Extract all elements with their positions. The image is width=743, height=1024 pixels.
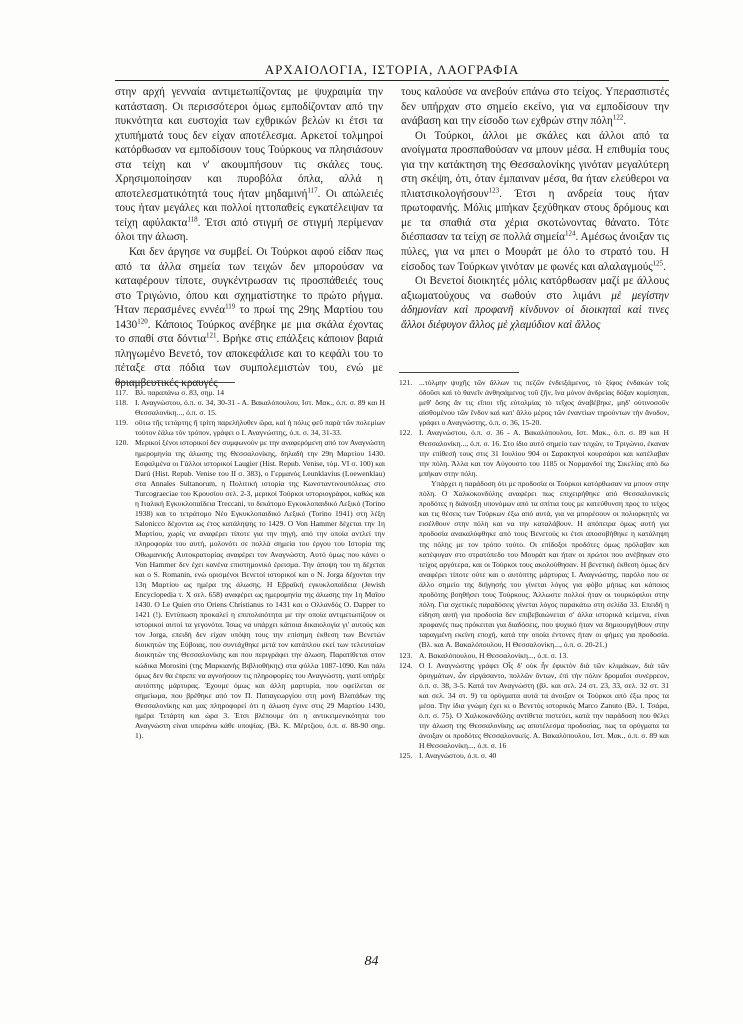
footnote	[399, 428, 669, 478]
footnote	[399, 661, 669, 752]
main-text-right-column	[401, 85, 669, 332]
footnote-text: οὕτω τῆς τετάρτης ἤ τρίτη παρελήλυθεν ὥρα, καὶ ἡ πόλις φεῦ παρὰ τῶν πολεμίων τούτον ἑάλω τὸν τρόπον, γράφει ο Ι. Αναγνώστης, ό.π. σ. 34, 31-33.	[135, 418, 385, 438]
footnote	[115, 388, 385, 398]
footnote-ref[interactable]: 117	[307, 186, 318, 195]
footnote-ref[interactable]: 120	[137, 317, 148, 326]
footnote-text: Ι. Αναγνώστου, ό.π. σ. 36 - Α. Βακαλόπουλου, Ιστ. Μακ., ό.π. σ. 89 και Η Θεσσαλονίκη..., ό.π. σ. 16. Στο ίδιο αυτό σημείο των τειχών, το Τριγώνιο, έκαναν την επίθεσή τους στις 31 Ιουλίου 904 οι Σαρακηνοί κουρσάροι και κατέλαβαν την πόλη. Άλλα και τον Αύγουστο του 1185 οι Νορμανδοί της Σικελίας από δω μπήκαν στην πόλη.	[419, 428, 669, 478]
paragraph: Οι Τούρκοι, άλλοι με σκάλες και άλλοι από τα ανοίγματα προσπαθούσαν να μπουν μέσα. Η επιθυμία τους για την κατάκτηση της Θεσσαλονίκης γινόταν μεγαλύτερη στη σκέψη, ότι, όταν έμπαιναν μέσα, θα ήταν ελεύθεροι να πλιατσικολογήσουν$^{123}$. Έτσι η ανδρεία τους ήταν πρωτοφανής. Μόλις μπήκαν ξεχύθηκαν στους δρόμους και με τα σπαθιά στα χέρια σκοτώνοντας θάνατο. Τότε διέσπασαν τα τείχη σε πολλά σημεία$^{124}$. Αμέσως άνοιξαν τις πύλες, για να μπει ο Μουράτ με όλο το στρατό του. Η είσοδος των Τούρκων γινόταν με φωνές και αλαλαγμούς$^{125}$.	[401, 129, 669, 273]
paragraph: Και δεν άργησε να συμβεί. Οι Τούρκοι αφού είδαν πως από τα άλλα σημεία των τειχών δεν μπορούσαν να καταφέρουν τίποτε, συγκέντρωσαν τις προσπάθειές τους στο Τριγώνιο, όπου και σχηματίστηκε το πρώτο ρήγμα. Ήταν περασμένες εννέα$^{119}$ το πρωί της 29ης Μαρτίου του 1430$^{120}$. Κάποιος Τούρκος ανέβηκε με μια σκάλα έχοντας το σπαθί στα δόντια$^{121}$. Βρήκε στις επάλξεις κάποιον βαριά πληγωμένο Βενετό, τον αποκεφάλισε και το κεφάλι του το πέταξε στα πόδια των συμπολεμιστών του, ενώ με θριαμβευτικές κραυγές	[115, 246, 383, 389]
page-number: 84	[364, 954, 379, 969]
footnote-number: 121.	[399, 378, 413, 387]
footnote	[399, 378, 669, 428]
footnote-number: 117.	[115, 388, 129, 397]
footnote-text: Ο Ι. Αναγνώστης γράφει Οἷς δ' οὐκ ἦν ἐφικτὸν διὰ τῶν κλιμάκων, διὰ τῶν ὀρυγμάτων, ὧν εἰργάσαντο, πολλῶν ὄντων, ἐπὶ τὴν πόλιν δρομαῖοι συνέρρεον, ό.π. σ. 38, 3-5. Κατά τον Αναγνώστη (βλ. και σελ. 24 στ. 23, 33, σελ. 32 στ. 31 και σελ. 34 στ. 9) τα ορύγματα αυτά τα άνοιξαν οι Τούρκοι από έξω προς τα μέσα. Την ίδια γνώμη έχει κι ο Βενετός ιστορικός Marco Zanuto (Βλ. Ι. Τσάρα, ό.π. σ. 75). Ο Χαλκοκονδύλης αντίθετα πιστεύει, κατά την παράδοση που θέλει την άλωση της Θεσσαλονίκης ως αποτέλεσμα προδοσίας, πως τα ορύγματα τα άνοιξαν οι προδότες Θεσσαλονικείς. Α. Βακαλόπουλου, Ιστ. Μακ., ό.π. σ. 89 και Η Θεσσαλονίκη..., ό.π. σ. 16	[419, 660, 669, 751]
quoted-greek-text: μὲ μεγίστην ἀδημονίαν καὶ προφανῆ κίνδυνον οἱ διοικηταὶ καὶ τινες ἄλλοι διέφυγον ἄλλος μὲ χλαμύδιον καὶ ἄλλος	[401, 289, 669, 331]
footnotes-left	[115, 388, 385, 741]
footnote-text: Ι. Αναγνώστου, ό.π. σ. 40	[419, 751, 497, 761]
main-text-left-column	[115, 85, 383, 390]
footnote	[115, 398, 385, 418]
footnote-text: Α. Βακαλόπουλου, Η Θεσσαλονίκη..., ό.π. σ. 13.	[419, 650, 569, 660]
footnote-text: ...τόλμην ψυχῆς τῶν ἄλλων τις πεζῶν ἐνδειξάμενος, τὸ ξίφος ἐνδακὼν τοῖς ὀδοῦσι καὶ τὸ θανεῖν ἀνθησάμενος τοῦ ζῆν, ἵνα μόνον ἀνδρείας δόξαν κομίσηται, μεθ' ὅσης ἂν τις εἴποι τῆς εὐτολμίας τὸ τεῖχος ἀναβέβηκε, μηδ' οὐτινοσοῦν αἰσθομένου τῶν ἔνδον καὶ κατ' ἄλλο μέρος τῶν ἐναντίων τηρούντων τὴν ἄνοδον, γράφει ο Αναγνώστης, ό.π. σ. 36, 15-20.	[419, 378, 669, 428]
footnote-number: 119.	[115, 418, 129, 428]
footnote	[399, 651, 669, 661]
running-header: ΑΡΧΑΙΟΛΟΓΙΑ, ΙΣΤΟΡΙΑ, ΛΑΟΓΡΑΦΙΑ	[264, 62, 520, 77]
footnote-text: Ι. Αναγνώστου, ό.π. σ. 34, 30-31 - Α. Βακαλόπουλου, Ιστ. Μακ., ό.π. σ. 89 και Η Θεσσαλονίκη..., ό.π. σ. 15.	[135, 398, 385, 418]
footnote-ref[interactable]: 123	[488, 186, 500, 195]
footnote-number: 124.	[399, 660, 413, 670]
footnote-rule	[115, 382, 235, 383]
footnote-ref[interactable]: 122	[612, 113, 624, 122]
footnote	[399, 751, 669, 761]
footnote-text: Βλ. παραπάνω σ. 83, σημ. 14	[135, 388, 225, 397]
footnote-rule	[399, 372, 519, 373]
footnote-paragraph: Υπάρχει η παράδοση ότι με προδοσία οι Τούρκοι κατόρθωσαν να μπουν στην πόλη. Ο Χαλκοκονδύλης αναφέρει πως επιχειρήθηκε από Θεσσαλονικείς προδότες η διάνοιξη υπονόμων από τα σπίτια τους με κατεύθυνση προς το τείχος και τις θέσεις των Τούρκων έξω από αυτά, για να μπορέσουν οι πολιορκητές να εισέλθουν στην πόλη και να την καταλάβουν. Η απόπειρα όμως αυτή για προδοσία ανακαλύφθηκε από τους Βενετούς κι έτσι αποσοβήθηκε η κατάληψη της πόλης με τον τρόπο τούτο. Οι επίδοξοι προδότες όμως πρόλαβαν και κατέφυγαν στο στρατόπεδο του Μουράτ και ήταν οι πρώτοι που ανέβηκαν στο τείχος αργότερα, και οι Τούρκοι τους ακολούθησαν. Η βενετική έκθεση όμως δεν αναφέρει τίποτε ούτε και ο αυτόπτης μάρτυρας Ι. Αναγνώστης, παρόλο που σε άλλο σημείο της διήγησής του γίνεται λόγος για φόβο μήπως και κάποιος προδότης βοηθήσει τους Τούρκους. Άλλωστε πολλοί ήταν οι τουρκόφιλοι στην πόλη. Για σχετικές παραδόσεις γίνεται λόγος παρακάτω στη σελίδα 33. Επειδή η είδηση αυτή για προδοσία δεν επιβεβαιώνεται σ' άλλα ιστορικά κείμενα, είναι προφανές πως πρόκειται για διαδόσεις, που ψυχικό ήταν να δημιουργήθουν στην ταραγμένη εκείνη εποχή, κατά την οποία έντονες ήταν οι φήμες για προδοσία. (Βλ. και Α. Βακαλόπουλου, Η Θεσσαλονίκη..., ό.π. σ. 20-21.)	[419, 478, 669, 650]
footnote-ref[interactable]: 125	[652, 258, 664, 267]
footnote	[115, 438, 385, 741]
footnote-ref[interactable]: 121	[206, 331, 217, 340]
footnotes-right	[399, 378, 669, 762]
footnote-number: 118.	[115, 398, 129, 408]
paragraph: τους καλούσε να ανεβούν επάνω στο τείχος. Υπερασπιστές δεν υπήρχαν στο σημείο εκείνο, για να εμποδίσουν την ανάβαση και την είσοδο των εχθρών στην πόλη$^{122}$.	[401, 86, 669, 128]
footnote-ref[interactable]: 119	[225, 302, 236, 311]
footnote-number: 120.	[115, 438, 129, 448]
footnote-number: 122.	[399, 428, 413, 438]
footnote-number: 125.	[399, 751, 413, 761]
footnote-text: Μερικοί ξένοι ιστορικοί δεν συμφωνούν με την αναφερόμενη από τον Αναγνώστη ημερομηνία της άλωσης της Θεσσαλονίκης, δηλαδή την 29η Μαρτίου 1430. Εσφαλμένα οι Γάλλοι ιστορικοί Laugier (Hist. Repub. Venise, τόμ. VI σ. 100) και Darú (Hist. Repub. Venise του ΙΙ σ. 383), ο Γερμανός Leunklavius (Loewenklau) στα Annales Sultanorum, η Πολιτική ιστορία της Κωνσταντινουπόλεως στο Turcograeciae του Κρουσίου σελ. 2-3, μερικοί Τούρκοι ιστοριογράφοι, καθώς και η Ιταλική Εγκυκλοπαίδεια Treccani, το δεκάτομο Εγκυκλοπαιδικό Λεξικό (Torino 1938) και το τετράτομο Νέο Εγκυκλοπαιδικό Λεξικό (Torino 1941) στη λέξη Salonicco δέχονται ως έτος κατάληψης το 1429. Ο Von Hammer δέχεται την 1η Μαρτίου, χωρίς να αναφέρει τίποτε για την πηγή, από την οποία αντλεί την πληροφορία του αυτή, μολονότι σε πολλά σημεία του έργου του Ιστορία της Οθωμανικής Αυτοκρατορίας αναφέρει τον Αναγνώστη. Αυτό όμως που κάνει ο Von Hammer δεν έχει κανένα επιστημονικό έρεισμα. Την άποψη του τη δέχεται και ο S. Romanin, ενώ ορισμένοι Βενετοί ιστορικοί και ο N. Jorga δέχονται την 13η Μαρτίου ως ημέρα της άλωσης. Η Εβραϊκή εγκυκλοπαίδεια (Jewish Encyclopedia τ. X σελ. 658) αναφέρει ως ημερομηνία της άλωσης την 1η Μαΐου 1430. Ο Le Quien στο Oriens Christianus το 1431 και ο Ολλανδός O. Dapper το 1421 (!). Εντύπωση προκαλεί η επιπολαιότητα με την οποία αντιμετωπίζουν οι ιστορικοί αυτοί τα γεγονότα. Ίσως να υπάρχει κάποια δικαιολογία γι' αυτούς και τον Jorga, επειδή δεν είχαν υπόψη τους την επίσημη έκθεση των Βενετών διοικητών της Εύβοιας, που συντάχθηκε μετά τον κατάπλου εκεί των τελευταίων διοικητών της Θεσσαλονίκης και που περιγράφει την άλωση. Παρατίθεται στον κώδικα Morosini (της Μαρκιανής Βιβλιοθήκης) στα φύλλα 1087-1090. Και πάλι όμως δεν θα έπρεπε να αγνοήσουν τις πληροφορίες του Αναγνώστη, γιατί υπήρξε αυτόπτης μάρτυρας. Έχουμε όμως και άλλη μαρτυρία, που οφείλεται σε σημείωμα, που βρέθηκε από τον Π. Παπαγεωργίου στη μονή Βλατάδων της Θεσσαλονίκης και μας πληροφορεί ότι η άλωση έγινε στις 29 Μαρτίου 1430, ημέρα Τετάρτη και ώρα 3. Έτσι βλέπουμε ότι η αντικειμενικότητα του Αναγνώστη είναι υπεράνω κάθε υποψίας. (Βλ. Κ. Μέρτζιου, ό.π. σ. 88-90 σημ. 1).	[135, 438, 385, 741]
paragraph: στην αρχή γενναία αντιμετωπίζοντας με ψυχραιμία την κατάσταση. Οι περισσότεροι όμως εμποδίζονταν από την πυκνότητα και ευστοχία των εχθρικών βελών κι έτσι τα χτυπήματά τους δεν είχαν αποτέλεσμα. Αρκετοί τολμηροί κατόρθωσαν να εμποδίσουν τους Τούρκους να πλησιάσουν στα τείχη και ν' ακουμπήσουν τις σκάλες τους. Χρησιμοποίησαν και πυροβόλα όπλα, αλλά η αποτελεσματικότητά τους ήταν μηδαμινή$^{117}$. Οι απώλειές τους ήταν μεγάλες και πολλοί ηττοπαθείς εγκατέλειψαν τα τείχη αφύλακτα$^{118}$. Έτσι από στιγμή σε στιγμή περίμεναν όλοι την άλωση.	[115, 86, 383, 244]
paragraph: Οι Βενετοί διοικητές μόλις κατόρθωσαν μαζί με άλλους αξιωματούχους να σωθούν στο λιμάνι μὲ μεγίστην ἀδημονίαν καὶ προφανῆ κίνδυνον οἱ διοικηταὶ καὶ τινες ἄλλοι διέφυγον ἄλλος μὲ χλαμύδιον καὶ ἄλλος	[401, 275, 669, 331]
footnote	[115, 418, 385, 438]
footnote-ref[interactable]: 118	[187, 215, 198, 224]
footnote-number: 123.	[399, 650, 413, 660]
footnote-ref[interactable]: 124	[564, 229, 576, 238]
header-rule	[115, 80, 669, 81]
